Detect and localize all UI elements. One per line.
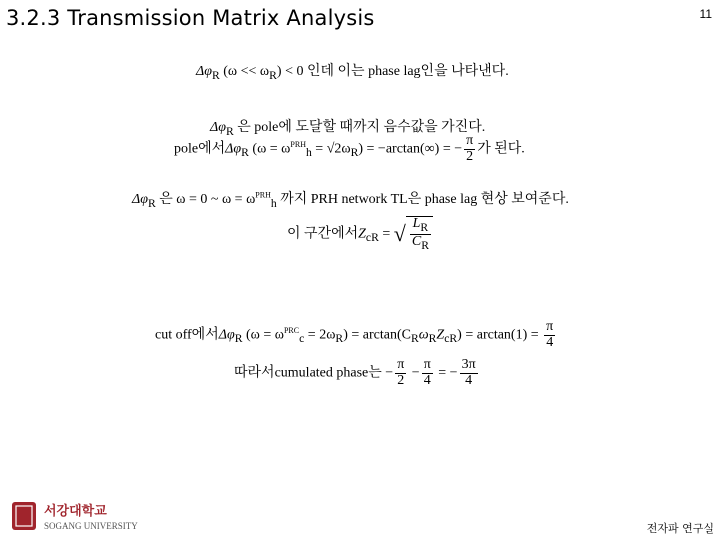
square-root xyxy=(394,216,433,252)
sub: R xyxy=(410,332,419,346)
sup: PRH xyxy=(255,190,271,200)
equation-line-1 xyxy=(196,60,509,82)
footer-lab-name: 전자파 연구실 xyxy=(646,522,714,535)
middle: = 2ω xyxy=(307,327,336,343)
line-text: 까지 PRH network TL은 phase lag 현상 보여준다. xyxy=(280,192,569,207)
university-logo xyxy=(10,500,160,532)
radicand xyxy=(406,216,433,252)
denominator: 2 xyxy=(466,148,474,164)
sub: R xyxy=(421,238,429,252)
sup: PRH xyxy=(290,139,306,149)
denominator: 2 xyxy=(397,372,405,388)
sub: R xyxy=(350,146,359,160)
denominator xyxy=(410,235,431,252)
line-text: 인데 이는 phase lag인을 나타낸다. xyxy=(306,64,509,79)
page-number: 11 xyxy=(699,7,712,21)
fraction xyxy=(544,320,555,350)
numerator: 3π xyxy=(461,357,476,372)
fraction xyxy=(395,358,406,388)
sub: h xyxy=(270,196,277,210)
symbol: Δφ xyxy=(196,64,212,79)
equation-line-6 xyxy=(155,320,557,350)
symbol: Z xyxy=(358,226,366,242)
minus: − xyxy=(385,365,394,381)
symbol: Δφ xyxy=(132,192,148,207)
middle: = √2ω xyxy=(315,141,351,157)
logo-english: SOGANG UNIVERSITY xyxy=(44,521,138,531)
sup: PRC xyxy=(283,325,300,335)
sub: R xyxy=(269,68,277,82)
sub: R xyxy=(420,220,429,234)
fraction xyxy=(422,358,433,388)
sub: R xyxy=(234,332,243,346)
numerator xyxy=(410,217,431,235)
fraction xyxy=(410,217,431,252)
numerator: π xyxy=(423,357,431,372)
middle: 은 ω = 0 ~ ω = ω xyxy=(159,192,256,207)
page-title: 3.2.3 Transmission Matrix Analysis xyxy=(6,6,375,30)
symbol: ω xyxy=(418,327,429,343)
rhs: ) = −arctan(∞) = − xyxy=(358,141,463,157)
symbol: Δφ xyxy=(218,327,235,343)
sub: R xyxy=(225,124,234,138)
numerator: π xyxy=(546,319,554,334)
equation-line-7 xyxy=(234,358,480,388)
denominator: 4 xyxy=(423,372,431,388)
rhs-end: ) = arctan(1) = xyxy=(457,327,539,343)
equals: = xyxy=(382,226,391,242)
line-prefix: cut off에서 xyxy=(155,327,219,343)
denominator: 4 xyxy=(546,334,554,350)
symbol: L xyxy=(412,216,421,231)
equals: = − xyxy=(438,365,458,381)
numerator: π xyxy=(397,357,405,372)
radical-sign: √ xyxy=(393,221,406,247)
fraction xyxy=(460,358,478,388)
equation-line-3 xyxy=(174,134,525,164)
sub: R xyxy=(211,68,220,82)
sogang-logo-graphic xyxy=(10,500,160,532)
argument: (ω = ω xyxy=(245,327,284,343)
sub: R xyxy=(428,332,437,346)
line-prefix: 따라서cumulated phase는 xyxy=(234,365,382,381)
sub: cR xyxy=(365,231,379,245)
equation-line-5 xyxy=(287,216,433,252)
rhs: ) = arctan(C xyxy=(343,327,411,343)
equation-line-4 xyxy=(132,188,569,210)
line-prefix: 이 구간에서 xyxy=(287,226,359,242)
symbol: Z xyxy=(436,327,445,343)
symbol: Δφ xyxy=(225,141,242,157)
minus: − xyxy=(411,365,420,381)
argument: (ω = ω xyxy=(252,141,291,157)
numerator: π xyxy=(466,133,474,148)
condition-end: ) < 0 xyxy=(276,64,304,79)
symbol: C xyxy=(411,234,422,250)
sub: R xyxy=(241,146,249,160)
denominator: 4 xyxy=(465,372,473,388)
logo-korean: 서강대학교 xyxy=(44,504,107,519)
fraction xyxy=(464,134,475,164)
sub: R xyxy=(335,332,344,346)
line-prefix: pole에서 xyxy=(174,141,226,157)
sub: R xyxy=(147,196,156,210)
sub: cR xyxy=(444,332,458,346)
condition: (ω << ω xyxy=(223,64,270,79)
line-suffix: 가 된다. xyxy=(477,141,525,157)
line-text: 은 pole에 도달할 때까지 음수값을 가진다. xyxy=(237,120,486,135)
sub: h xyxy=(305,146,312,160)
sub: c xyxy=(299,332,305,346)
symbol: Δφ xyxy=(210,120,226,135)
